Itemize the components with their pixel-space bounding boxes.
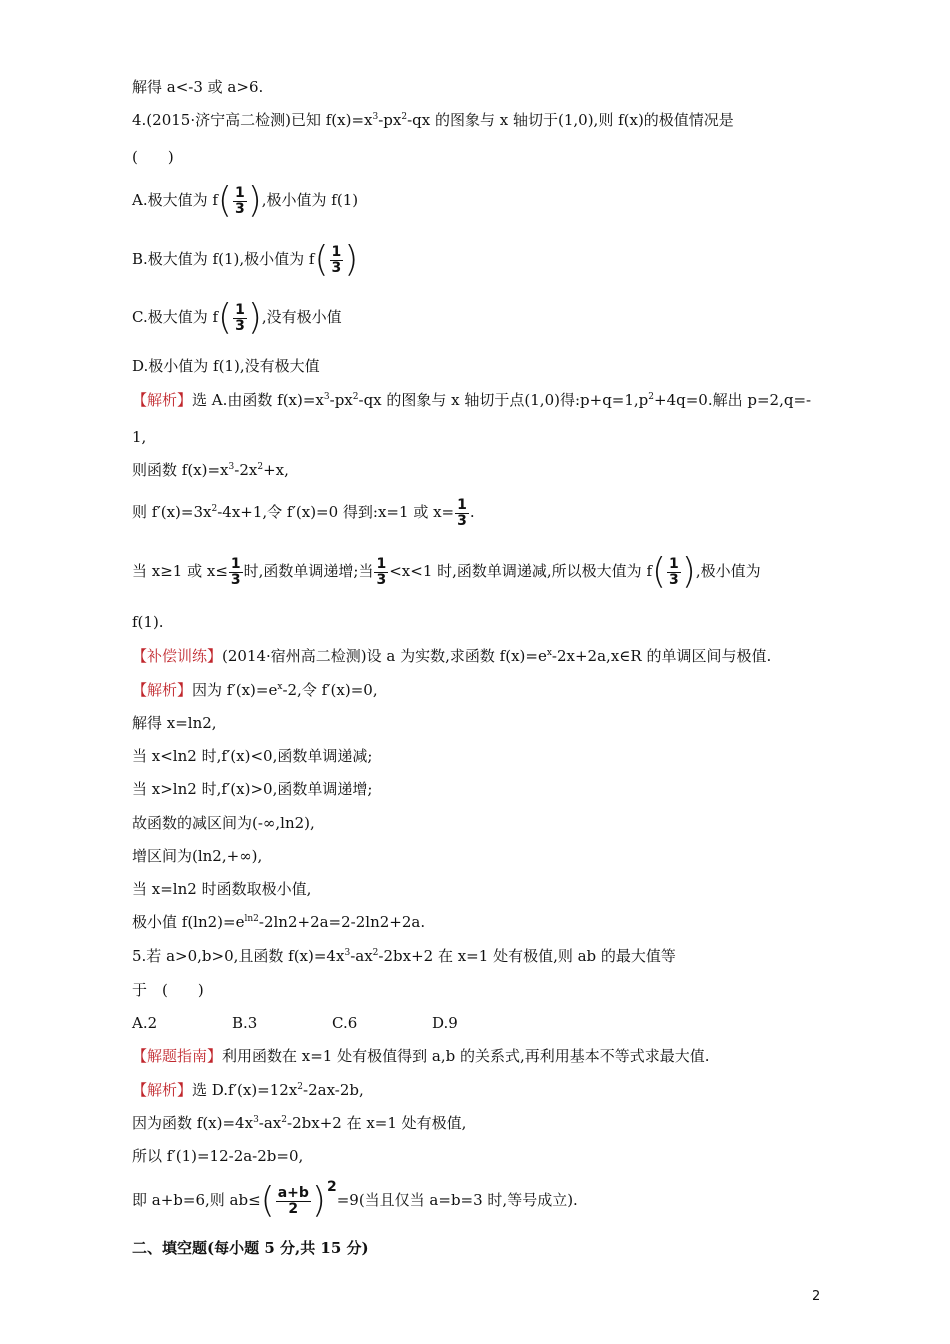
analysis-line: 因为函数 $f(x)=4x^3-ax^2-2bx+2$ 在 x=1 处有极值, [132, 1114, 467, 1132]
fraction-one-third: $\frac{1}{3}$ [331, 243, 342, 276]
analysis-tag: 【解析】 [132, 681, 193, 699]
analysis-tag: 【解析】 [132, 391, 193, 409]
analysis-line: 则函数 $f(x)=x^3-2x^2+x$, [132, 461, 289, 479]
analysis-line: 即 a+b=6,则 ab≤( $\frac{a+b}{2}$ )2=9(当且仅当 a=b=3 时,等号成立). [132, 1179, 578, 1221]
option-d: D.9 [432, 1014, 458, 1032]
question-5-stem: 于 ( ) [132, 981, 204, 999]
analysis-tag: 【解析】 [132, 1081, 193, 1099]
compensation-tag: 【补偿训练】 [132, 647, 223, 665]
analysis-line: 所以 f′(1)=12-2a-2b=0, [132, 1147, 304, 1165]
option-c: C.6 [332, 1014, 358, 1032]
question-4-option-d: D.极小值为 f(1),没有极大值 [132, 357, 320, 375]
analysis-line: 【解析】选 $D.f'(x)=12x^2-2ax-2b$, [132, 1081, 364, 1099]
option-b: B.3 [232, 1014, 258, 1032]
text-line: 解得 a<-3 或 a>6. [132, 78, 264, 96]
question-4-option-c: C.极大值为 f( $\frac{1}{3}$ ),没有极小值 [132, 297, 342, 338]
fraction-one-third: $\frac{1}{3}$ [376, 555, 387, 588]
analysis-line: 当 x≥1 或 x≤ $\frac{1}{3}$ 时,函数单调递增;当 $\frac{1}{3}$ <x<1 时,函数单调递减,所以极大值为 f( $\frac{1}{3}$ ),极小值为 [132, 551, 761, 592]
fraction-one-third: $\frac{1}{3}$ [457, 496, 467, 529]
guide-line: 【解题指南】利用函数在 x=1 处有极值得到 a,b 的关系式,再利用基本不等式求最大值. [132, 1047, 710, 1065]
analysis-line: 【解析】选 A.由函数 $f(x)=x^3-px^2-qx$ 的图象与 x 轴切于点(1,0)得$:p+q=1,p^2+4q=0$.解出 p=2,q=- [132, 391, 812, 409]
analysis-line: 极小值 $f(\ln 2)=e^{ln2}-2\ln 2+2a=2-2\ln 2+2a$. [132, 913, 426, 931]
analysis-line: 当 x<ln2 时,f′(x)<0,函数单调递减; [132, 747, 373, 765]
page-number: 2 [812, 1289, 821, 1304]
analysis-line: 1, [132, 428, 147, 446]
compensation-stem: 【补偿训练】(2014·宿州高二检测)设 a 为实数,求函数 $f(x)=e^x-2x+2a,x\in R$ 的单调区间与极值. [132, 647, 772, 665]
analysis-line: 【解析】因为 $f'(x)=e^x-2$,令 f′(x)=0, [132, 681, 378, 699]
analysis-line: 增区间为(ln2,+∞), [132, 847, 263, 865]
fraction-one-third: $\frac{1}{3}$ [234, 184, 245, 217]
fraction-one-third: $\frac{1}{3}$ [235, 301, 245, 334]
question-5-stem: 5.若 a>0,b>0,且函数 $f(x)=4x^3-ax^2-2bx+2$ 在 x=1 处有极值,则 ab 的最大值等 [132, 947, 676, 965]
question-5-options [132, 1013, 532, 1033]
analysis-line: 当 x=ln2 时函数取极小值, [132, 880, 312, 898]
fraction-one-third: $\frac{1}{3}$ [230, 555, 241, 588]
analysis-line: 故函数的减区间为(-∞,ln2), [132, 814, 315, 832]
question-4-option-b: B.极大值为 f(1),极小值为 f( $\frac{1}{3}$ ) [132, 239, 359, 280]
analysis-line: f(1). [132, 613, 164, 631]
option-a: A.2 [132, 1014, 158, 1032]
analysis-line: 解得 x=ln2, [132, 714, 217, 732]
guide-tag: 【解题指南】 [132, 1047, 223, 1065]
fraction-one-third: $\frac{1}{3}$ [669, 555, 679, 588]
question-4-option-a: A.极大值为 f( $\frac{1}{3}$ ),极小值为 f(1) [132, 180, 359, 221]
fraction-a-plus-b-over-2: $\frac{a+b}{2}$ [277, 1184, 309, 1217]
question-4-blank: ( ) [132, 148, 174, 166]
analysis-line: 则 $f'(x)=3x^2-4x+1$,令 f′(x)=0 得到:x=1 或 x= $\frac{1}{3}$ . [132, 496, 475, 529]
section-heading: 二、填空题(每小题 5 分,共 15 分) [132, 1239, 369, 1257]
analysis-line: 当 x>ln2 时,f′(x)>0,函数单调递增; [132, 780, 373, 798]
question-4-stem: 4.(2015·济宁高二检测)已知 $f(x)=x^3-px^2-qx$ 的图象与 x 轴切于(1,0),则 f(x)的极值情况是 [132, 111, 734, 129]
